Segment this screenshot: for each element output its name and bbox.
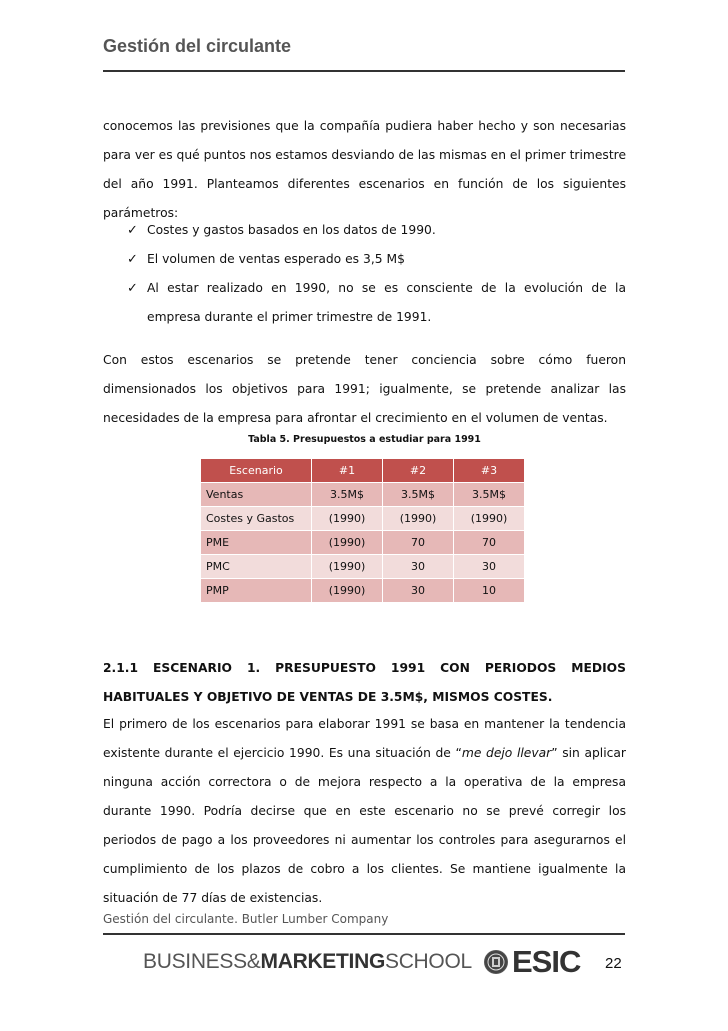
scenarios-paragraph: Con estos escenarios se pretende tener conciencia sobre cómo fueron dimensionados los objetivos para 1991; igualmente, se pretende analizar las necesidades de la empresa para afrontar el crecimiento en el volumen de ventas.	[103, 353, 626, 425]
section-heading: 2.1.1 ESCENARIO 1. PRESUPUESTO 1991 CON PERIODOS MEDIOS HABITUALES Y OBJETIVO DE VENTAS DE 3.5M$, MISMOS COSTES.	[103, 661, 626, 704]
table-header-row	[201, 459, 525, 483]
table-cell: (1990)	[312, 531, 383, 555]
list-item	[103, 245, 626, 274]
table-header-cell: #3	[454, 459, 525, 483]
table-cell: 70	[383, 531, 454, 555]
business-marketing-school-logo: BUSINESS&MARKETINGSCHOOL	[143, 950, 472, 973]
paragraph-text: ” sin aplicar ninguna acción correctora o de mejora respecto a la operativa de la empresa durante 1990. Podría decirse que en este escenario no se prevé corregir los periodos de pago a los proveedores ni aumentar los controles para asegurarnos el cumplimiento de los plazos de cobro a los clientes. Se mantiene igualmente la situación de 77 días de existencias.	[103, 746, 626, 905]
table-cell: 30	[383, 579, 454, 603]
checkmark-icon: ✓	[127, 223, 138, 238]
table-cell: (1990)	[454, 507, 525, 531]
paragraph-text: El primero de los escenarios para elaborar 1991 se basa en mantener la tendencia existente durante el ejercicio 1990. Es una situación de “	[103, 717, 626, 760]
table-row	[201, 555, 525, 579]
university-seal-icon	[484, 950, 508, 974]
checkmark-icon: ✓	[127, 252, 138, 267]
list-item-text: Costes y gastos basados en los datos de 1990.	[147, 223, 436, 237]
table-cell: 3.5M$	[383, 483, 454, 507]
table-cell: 30	[454, 555, 525, 579]
list-item-text: El volumen de ventas esperado es 3,5 M$	[147, 252, 405, 266]
table-row	[201, 579, 525, 603]
table-cell: 10	[454, 579, 525, 603]
paragraph-emphasis: me dejo llevar	[461, 746, 552, 760]
table-cell: 70	[454, 531, 525, 555]
table-row	[201, 507, 525, 531]
table-cell: PMC	[201, 555, 312, 579]
table-cell: (1990)	[312, 507, 383, 531]
esic-logo: ESIC	[512, 944, 581, 979]
footer-text: Gestión del circulante. Butler Lumber Company	[103, 912, 389, 926]
table-row	[201, 531, 525, 555]
list-item	[103, 274, 626, 332]
header-divider	[103, 70, 625, 72]
table-header-cell: Escenario	[201, 459, 312, 483]
table-cell: Ventas	[201, 483, 312, 507]
table-cell: 3.5M$	[454, 483, 525, 507]
table-cell: (1990)	[312, 555, 383, 579]
budget-table	[200, 458, 525, 603]
page-number: 22	[605, 955, 622, 972]
table-cell: (1990)	[383, 507, 454, 531]
table-cell: Costes y Gastos	[201, 507, 312, 531]
page-header-title: Gestión del circulante	[103, 36, 292, 56]
table-cell: PME	[201, 531, 312, 555]
list-item-text: Al estar realizado en 1990, no se es consciente de la evolución de la empresa durante el primer trimestre de 1991.	[147, 281, 626, 324]
intro-paragraph: conocemos las previsiones que la compañía pudiera haber hecho y son necesarias para ver es qué puntos nos estamos desviando de las mismas en el primer trimestre del año 1991. Planteamos diferentes escenarios en función de los siguientes parámetros:	[103, 119, 627, 220]
table-cell: (1990)	[312, 579, 383, 603]
table-cell: 30	[383, 555, 454, 579]
scenario-1-paragraph	[103, 710, 626, 913]
table-header-cell: #1	[312, 459, 383, 483]
table-header-cell: #2	[383, 459, 454, 483]
checkmark-icon: ✓	[127, 281, 138, 296]
footer-divider	[103, 933, 625, 935]
table-row	[201, 483, 525, 507]
table-caption: Tabla 5. Presupuestos a estudiar para 1991	[248, 434, 481, 445]
table-cell: PMP	[201, 579, 312, 603]
table-cell: 3.5M$	[312, 483, 383, 507]
parameter-list	[103, 216, 626, 332]
list-item	[103, 216, 626, 245]
